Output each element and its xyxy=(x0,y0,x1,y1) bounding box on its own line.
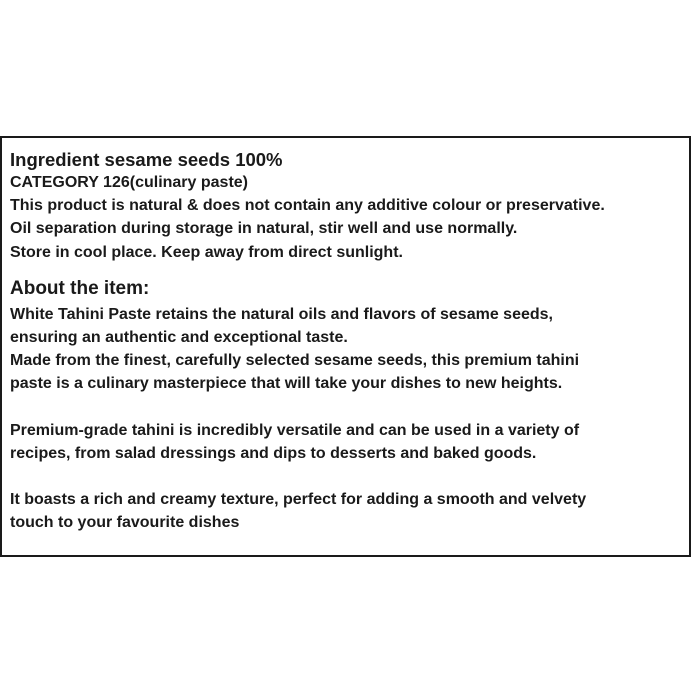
about-paragraph-1-line-1: White Tahini Paste retains the natural oils and flavors of sesame seeds, xyxy=(10,305,553,323)
about-paragraph-3-line-2: touch to your favourite dishes xyxy=(10,514,240,532)
natural-product-line: This product is natural & does not contain any additive colour or preservative. xyxy=(10,197,605,215)
about-heading: About the item: xyxy=(10,277,150,299)
about-paragraph-3-line-1: It boasts a rich and creamy texture, perfect for adding a smooth and velvety xyxy=(10,491,587,509)
about-paragraph-1-line-3: Made from the finest, carefully selected sesame seeds, this premium tahini xyxy=(10,352,580,370)
ingredient-heading: Ingredient sesame seeds 100% xyxy=(10,149,283,170)
about-paragraph-2-line-1: Premium-grade tahini is incredibly versatile and can be used in a variety of xyxy=(10,421,580,439)
storage-line: Store in cool place. Keep away from direct sunlight. xyxy=(10,243,403,261)
about-paragraph-2-line-2: recipes, from salad dressings and dips to desserts and baked goods. xyxy=(10,444,537,462)
paragraph-spacer xyxy=(10,465,689,488)
about-paragraph-1-line-2: ensuring an authentic and exceptional taste. xyxy=(10,329,348,347)
category-line: CATEGORY 126(culinary paste) xyxy=(10,174,248,191)
product-label-box xyxy=(0,136,691,557)
paragraph-spacer xyxy=(10,396,689,419)
about-paragraph-1-line-4: paste is a culinary masterpiece that will take your dishes to new heights. xyxy=(10,375,563,393)
oil-separation-line: Oil separation during storage in natural, stir well and use normally. xyxy=(10,220,518,238)
